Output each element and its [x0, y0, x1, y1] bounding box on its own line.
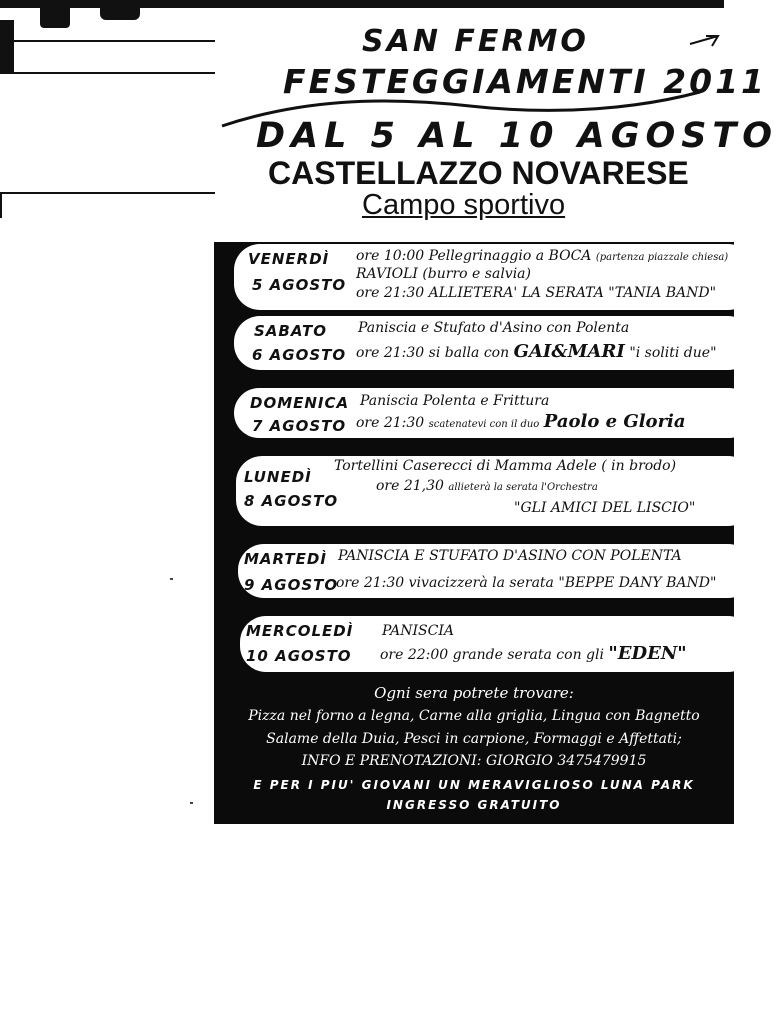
day-name: DOMENICA [250, 394, 350, 412]
day-date: 5 AGOSTO [252, 276, 347, 294]
event-line: "GLI AMICI DEL LISCIO" [514, 500, 696, 516]
day-date: 6 AGOSTO [252, 346, 347, 364]
event-line: ore 10:00 Pellegrinaggio a BOCA (partenza piazzale chiesa) [356, 248, 729, 264]
footer-luna-park: E PER I PIU' GIOVANI UN MERAVIGLIOSO LUNA PARK [253, 778, 695, 792]
event-line: RAVIOLI (burro e salvia) [356, 266, 531, 282]
event-line: ore 21:30 ALLIETERA' LA SERATA "TANIA BAND" [356, 285, 717, 301]
scan-speck [190, 802, 193, 804]
event-line: ore 21:30 vivacizzerà la serata "BEPPE DANY BAND" [336, 575, 717, 591]
footer-food: Pizza nel forno a legna, Carne alla griglia, Lingua con Bagnetto [248, 708, 700, 724]
day-name: SABATO [254, 322, 328, 340]
event-line: PANISCIA [382, 623, 454, 639]
margin-line [0, 192, 215, 194]
margin-line [0, 192, 2, 218]
event-line: ore 22:00 grande serata con gli "EDEN" [380, 643, 687, 664]
day-date: 8 AGOSTO [244, 492, 339, 510]
day-date: 10 AGOSTO [246, 647, 352, 665]
dates-heading: DAL 5 AL 10 AGOSTO [256, 116, 778, 156]
day-date: 7 AGOSTO [252, 417, 347, 435]
day-name: MARTEDÌ [244, 550, 327, 568]
event-line: ore 21:30 si balla con GAI&MARI "i soliti due" [356, 341, 717, 362]
day-name: LUNEDÌ [244, 468, 312, 486]
footer-intro: Ogni sera potrete trovare: [374, 684, 574, 702]
footer-food: Salame della Duia, Pesci in carpione, Formaggi e Affettati; [266, 731, 682, 747]
event-line: Paniscia Polenta e Frittura [360, 393, 550, 409]
day-date: 9 AGOSTO [244, 576, 339, 594]
footer-info: INFO E PRENOTAZIONI: GIORGIO 3475479915 [301, 753, 647, 769]
scan-speck [170, 578, 173, 580]
event-line: ore 21:30 scatenatevi con il duo Paolo e Gloria [356, 411, 686, 432]
program-panel [214, 242, 734, 824]
day-name: VENERDÌ [248, 250, 330, 268]
title-line-1: SAN FERMO [362, 24, 589, 59]
event-line: PANISCIA E STUFATO D'ASINO CON POLENTA [338, 548, 682, 564]
title-line-2: FESTEGGIAMENTI 2011 [283, 62, 768, 101]
event-line: ore 21,30 allieterà la serata l'Orchestra [376, 478, 598, 494]
place-heading: CASTELLAZZO NOVARESE [268, 155, 689, 191]
venue-heading: Campo sportivo [362, 189, 566, 221]
event-line: Paniscia e Stufato d'Asino con Polenta [358, 320, 630, 336]
event-line: Tortellini Caserecci di Mamma Adele ( in brodo) [334, 458, 677, 474]
footer-entry: INGRESSO GRATUITO [386, 798, 562, 812]
day-name: MERCOLEDÌ [246, 622, 354, 640]
